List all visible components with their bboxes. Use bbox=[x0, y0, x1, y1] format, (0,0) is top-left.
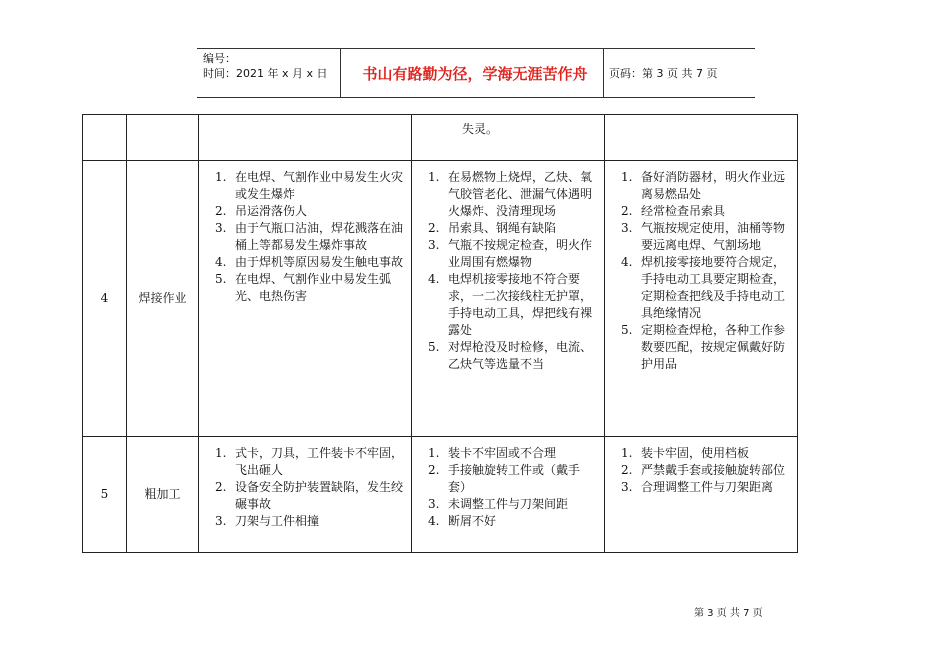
header-divider bbox=[340, 49, 341, 97]
item-text: 设备安全防护装置缺陷，发生绞碾事故 bbox=[235, 480, 404, 511]
item-text: 在电焊、气割作业中易发生弧光、电热伤害 bbox=[235, 272, 392, 303]
item-text: 定期检查焊枪，各种工作参数要匹配，按规定佩戴好防护用品 bbox=[641, 323, 786, 371]
table-row bbox=[83, 161, 798, 437]
row-number: 4 bbox=[83, 161, 127, 437]
item-number: 2. bbox=[428, 221, 440, 235]
cause-cell bbox=[412, 115, 605, 161]
item-number: 4. bbox=[428, 272, 440, 286]
item-text: 装卡牢固，使用档板 bbox=[641, 446, 750, 460]
table-row bbox=[83, 437, 798, 553]
item-text: 对焊枪没及时检修，电流、乙炔气等选量不当 bbox=[448, 340, 593, 371]
item-number: 2. bbox=[621, 463, 633, 477]
list-item bbox=[199, 445, 403, 479]
number-label: 编号： bbox=[203, 52, 236, 65]
page-header bbox=[197, 48, 755, 98]
item-text: 严禁戴手套或接触旋转部位 bbox=[641, 463, 786, 477]
item-number: 2. bbox=[215, 480, 227, 494]
hazard-cell bbox=[199, 437, 412, 553]
list-item bbox=[199, 479, 403, 513]
hazard-list bbox=[199, 445, 403, 530]
item-text: 由于焊机等原因易发生触电事故 bbox=[235, 255, 404, 269]
list-item bbox=[412, 462, 596, 496]
item-text: 气瓶不按规定检查，明火作业周围有燃爆物 bbox=[448, 238, 593, 269]
item-text: 式卡，刀具，工件装卡不牢固，飞出砸人 bbox=[235, 446, 404, 477]
item-number: 2. bbox=[428, 463, 440, 477]
hazard-cell bbox=[199, 161, 412, 437]
item-number: 3. bbox=[428, 238, 440, 252]
list-item bbox=[605, 462, 789, 479]
list-item bbox=[605, 203, 789, 220]
item-text: 吊运滑落伤人 bbox=[235, 204, 308, 218]
cause-cell bbox=[412, 437, 605, 553]
list-item bbox=[199, 254, 403, 271]
item-text: 合理调整工件与刀架距离 bbox=[641, 480, 774, 494]
hazard-table bbox=[82, 114, 798, 553]
item-number: 1. bbox=[215, 446, 227, 460]
measure-cell bbox=[605, 115, 798, 161]
item-number: 3. bbox=[215, 514, 227, 528]
item-number: 2. bbox=[215, 204, 227, 218]
hazard-cell bbox=[199, 115, 412, 161]
list-item bbox=[605, 254, 789, 322]
item-number: 5. bbox=[621, 323, 633, 337]
item-number: 4. bbox=[621, 255, 633, 269]
item-number: 4. bbox=[428, 514, 440, 528]
measure-list bbox=[605, 169, 789, 373]
list-item bbox=[605, 220, 789, 254]
item-number: 1. bbox=[621, 446, 633, 460]
list-item bbox=[199, 271, 403, 305]
row-number: 5 bbox=[83, 437, 127, 553]
num-cell bbox=[83, 115, 127, 161]
table-row-continuation bbox=[83, 115, 798, 161]
list-item bbox=[412, 271, 596, 339]
page-footer: 第 3 页 共 7 页 bbox=[694, 608, 763, 619]
item-text: 刀架与工件相撞 bbox=[235, 514, 320, 528]
item-number: 3. bbox=[621, 480, 633, 494]
item-number: 4. bbox=[215, 255, 227, 269]
list-item bbox=[605, 169, 789, 203]
item-number: 1. bbox=[215, 170, 227, 184]
measure-cell bbox=[605, 161, 798, 437]
item-text: 装卡不牢固或不合理 bbox=[448, 446, 557, 460]
measure-list bbox=[605, 445, 789, 496]
list-item bbox=[605, 479, 789, 496]
list-item bbox=[199, 169, 403, 203]
measure-cell bbox=[605, 437, 798, 553]
list-item bbox=[199, 220, 403, 254]
list-item bbox=[412, 237, 596, 271]
item-text: 未调整工件与刀架间距 bbox=[448, 497, 569, 511]
item-number: 1. bbox=[428, 170, 440, 184]
item-text: 吊索具、钢绳有缺陷 bbox=[448, 221, 557, 235]
item-text: 焊机接零接地要符合规定，手持电动工具要定期检查，定期检查把线及手持电动工具绝缘情况 bbox=[641, 255, 786, 320]
list-item bbox=[412, 513, 596, 530]
item-number: 1. bbox=[428, 446, 440, 460]
item-number: 5. bbox=[428, 340, 440, 354]
item-text: 经常检查吊索具 bbox=[641, 204, 726, 218]
header-meta bbox=[197, 49, 337, 97]
item-number: 5. bbox=[215, 272, 227, 286]
list-item bbox=[605, 445, 789, 462]
continuation-text: 失灵。 bbox=[462, 122, 499, 136]
item-text: 气瓶按规定使用，油桶等物要远离电焊、气割场地 bbox=[641, 221, 786, 252]
list-item bbox=[412, 220, 596, 237]
list-item bbox=[412, 496, 596, 513]
header-divider bbox=[603, 49, 604, 97]
cause-list bbox=[412, 445, 596, 530]
work-name: 粗加工 bbox=[127, 437, 199, 553]
list-item bbox=[199, 203, 403, 220]
header-motto: 书山有路勤为径，学海无涯苦作舟 bbox=[362, 65, 588, 83]
list-item bbox=[199, 513, 403, 530]
item-text: 断屑不好 bbox=[448, 514, 497, 528]
item-number: 3. bbox=[215, 221, 227, 235]
item-text: 电焊机接零接地不符合要求，一二次接线柱无护罩，手持电动工具，焊把线有裸露处 bbox=[448, 272, 593, 337]
item-number: 1. bbox=[621, 170, 633, 184]
item-number: 2. bbox=[621, 204, 633, 218]
list-item bbox=[412, 169, 596, 220]
name-cell bbox=[127, 115, 199, 161]
item-text: 手接触旋转工件或（戴手套） bbox=[448, 463, 581, 494]
item-text: 在易燃物上烧焊，乙炔、氧气胶管老化、泄漏气体遇明火爆炸、没清理现场 bbox=[448, 170, 593, 218]
list-item bbox=[412, 339, 596, 373]
item-number: 3. bbox=[428, 497, 440, 511]
time-label: 时间：2021 年 x 月 x 日 bbox=[203, 67, 328, 80]
item-number: 3. bbox=[621, 221, 633, 235]
item-text: 备好消防器材，明火作业远离易燃品处 bbox=[641, 170, 786, 201]
work-name: 焊接作业 bbox=[127, 161, 199, 437]
list-item bbox=[412, 445, 596, 462]
header-page-code: 页码：第 3 页 共 7 页 bbox=[609, 67, 718, 80]
item-text: 在电焊、气割作业中易发生火灾或发生爆炸 bbox=[235, 170, 404, 201]
list-item bbox=[605, 322, 789, 373]
cause-list bbox=[412, 169, 596, 373]
item-text: 由于气瓶口沾油，焊花溅落在油桶上等都易发生爆炸事故 bbox=[235, 221, 404, 252]
cause-cell bbox=[412, 161, 605, 437]
hazard-list bbox=[199, 169, 403, 305]
